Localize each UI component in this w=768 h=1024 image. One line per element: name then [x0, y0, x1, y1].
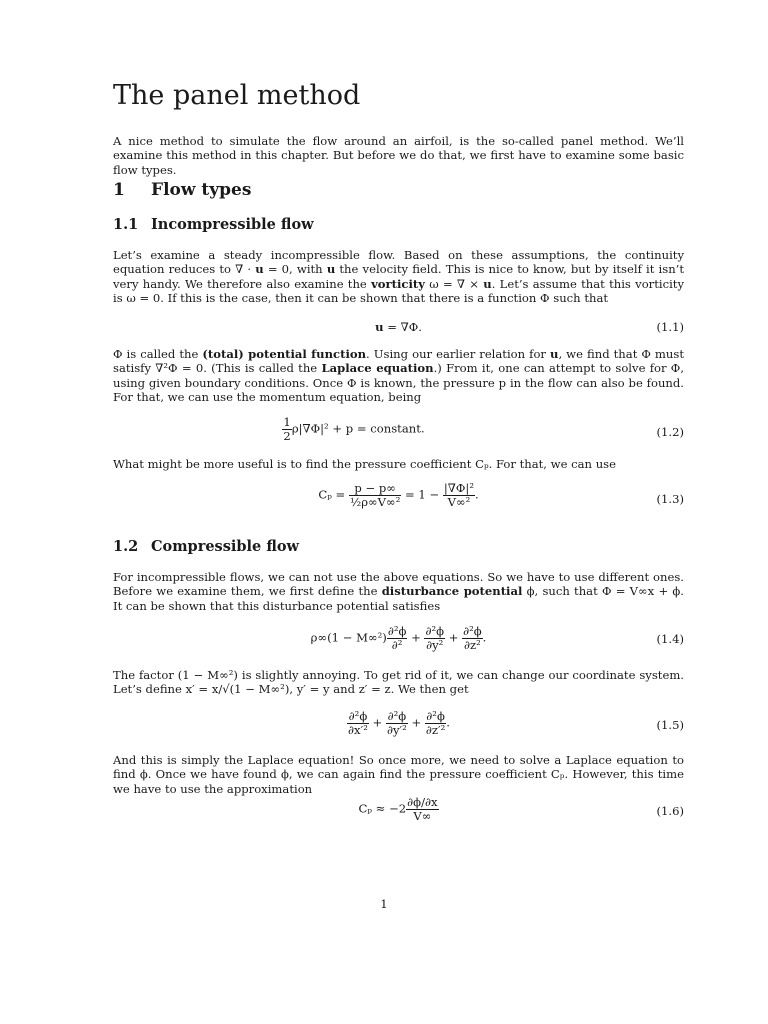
- fraction: [347, 710, 369, 737]
- bold-run: u: [255, 262, 264, 277]
- fraction: [386, 710, 408, 737]
- section-number: 1: [113, 180, 125, 200]
- bold-run: u: [326, 262, 336, 277]
- text-run: For incompressible flows, we can not use the above equations. So we have to use different ones. Before we examine them, we first define the: [113, 570, 684, 599]
- page-number: 1: [380, 897, 388, 911]
- equation-number: (1.3): [656, 492, 684, 506]
- equation-body: [113, 710, 684, 737]
- paragraph-disturbance-potential: [113, 570, 684, 613]
- denominator: ½ρ∞V∞²: [349, 494, 401, 509]
- equation-number: (1.5): [656, 718, 684, 732]
- paragraph-pressure-coefficient: What might be more useful is to find the pressure coefficient Cₚ. For that, we can use: [113, 457, 616, 471]
- bold-run: u: [483, 276, 492, 291]
- fraction: [443, 482, 475, 509]
- fraction: [349, 482, 401, 509]
- denominator: ∂²: [387, 638, 408, 652]
- section-title: Flow types: [151, 180, 252, 200]
- text-run: Let’s examine a steady incompressible flow. Based on these assumptions, the continuity equation reduces to ∇ ·: [113, 248, 684, 277]
- text-run: , we find that Φ must satisfy ∇²Φ = 0. (This is called the: [113, 347, 684, 376]
- paragraph-potential: [113, 347, 684, 405]
- subsection-title: Compressible flow: [151, 538, 300, 555]
- text-run: ω = ∇ ×: [424, 276, 484, 291]
- numerator: p − p∞: [354, 481, 396, 495]
- text-run: .) From it, one can attempt to solve for Φ, using given boundary conditions. Once Φ is known, the pressure p in the flow can also be found. For that, we can use the momentum equation, being: [113, 361, 685, 405]
- equation-body: [113, 625, 684, 652]
- text-run: = ∇Φ.: [383, 320, 422, 334]
- text-run: +: [448, 630, 459, 645]
- fraction: [425, 710, 446, 737]
- page-title: The panel method: [113, 80, 361, 111]
- denominator: ∂x′²: [348, 722, 368, 737]
- subsection-heading-compressible: [113, 538, 299, 555]
- subsection-number: 1.2: [113, 538, 139, 555]
- numerator: |∇Φ|²: [443, 481, 474, 495]
- bold-run: Laplace equation: [321, 361, 434, 376]
- equation-number: (1.1): [656, 320, 684, 334]
- equation-body: [113, 482, 684, 509]
- bold-run: vorticity: [371, 276, 425, 291]
- equation-body: [113, 796, 684, 823]
- denominator: ∂z′²: [425, 722, 446, 737]
- numerator: 1: [283, 415, 291, 429]
- fraction: [406, 796, 438, 823]
- equation-body: [68, 416, 639, 443]
- numerator: ∂²ϕ: [463, 624, 482, 638]
- denominator: V∞: [406, 809, 438, 823]
- intro-paragraph: A nice method to simulate the flow around an airfoil, is the so-called panel method. We’ll examine this method in this chapter. But before we do that, we first have to examine some basic flow types.: [113, 134, 684, 177]
- text-run: the velocity field. This is nice to know, but by itself it isn’t very handy. We therefore also examine the: [113, 262, 685, 291]
- paragraph-coordinate-change: The factor (1 − M∞²) is slightly annoying. To get rid of it, we can change our coordinate system. Let’s define x′ = x/√(1 − M∞²), y′ = y and z′ = z. We then get: [113, 668, 684, 697]
- text-run: .: [482, 630, 487, 645]
- paragraph-approximation: And this is simply the Laplace equation! So once more, we need to solve a Laplace equation to find ϕ. Once we have found ϕ, we can again find the pressure coefficient Cₚ. However, this time we have to use the approximation: [113, 753, 684, 796]
- text-run: Φ is called the: [113, 347, 203, 361]
- bold-run: u: [550, 347, 559, 361]
- numerator: ∂²ϕ: [425, 624, 445, 638]
- text-run: ρ|∇Φ|² + p = constant.: [291, 421, 425, 436]
- fraction: [462, 625, 483, 652]
- subsection-heading-incompressible: [113, 216, 314, 233]
- text-run: ρ∞(1 − M∞²): [310, 630, 387, 645]
- equation-number: (1.2): [656, 425, 684, 439]
- text-run: +: [411, 630, 421, 645]
- text-run: +: [411, 715, 422, 730]
- paragraph-incompressible: [113, 248, 684, 306]
- text-run: .: [474, 487, 479, 502]
- text-run: . Using our earlier relation for: [366, 347, 551, 361]
- subsection-title: Incompressible flow: [151, 216, 314, 233]
- text-run: ϕ, such that Φ = V∞x + ϕ. It can be shown that this disturbance potential satisfies: [113, 584, 684, 613]
- denominator: ∂y′²: [386, 722, 407, 737]
- equation-body: [113, 320, 684, 334]
- numerator: ∂ϕ/∂x: [407, 795, 438, 809]
- denominator: 2: [283, 428, 291, 443]
- text-run: Cₚ ≈ −2: [358, 801, 407, 816]
- fraction: [387, 625, 408, 652]
- text-run: +: [372, 715, 383, 730]
- equation-number: (1.4): [656, 632, 684, 646]
- text-run: = 1 −: [405, 487, 440, 502]
- text-run: Cₚ =: [318, 487, 346, 502]
- denominator: ∂z²: [464, 637, 481, 652]
- text-run: .: [446, 715, 450, 730]
- bold-run: (total) potential function: [202, 347, 367, 361]
- equation-number: (1.6): [656, 804, 684, 818]
- bold-run: u: [375, 320, 384, 334]
- subsection-number: 1.1: [113, 216, 139, 233]
- numerator: ∂²ϕ: [387, 709, 407, 723]
- bold-run: disturbance potential: [381, 584, 523, 599]
- denominator: V∞²: [443, 495, 475, 509]
- text-run: . Let’s assume that this vorticity is ω = 0. If this is the case, then it can be shown that there is a function Φ such that: [113, 276, 684, 306]
- text-run: = 0, with: [263, 262, 327, 277]
- fraction: [282, 416, 291, 443]
- numerator: ∂²ϕ: [348, 709, 368, 723]
- section-heading: [113, 180, 251, 200]
- denominator: ∂y²: [426, 637, 444, 652]
- fraction: [424, 625, 445, 652]
- numerator: ∂²ϕ: [426, 709, 445, 723]
- numerator: ∂²ϕ: [387, 624, 407, 638]
